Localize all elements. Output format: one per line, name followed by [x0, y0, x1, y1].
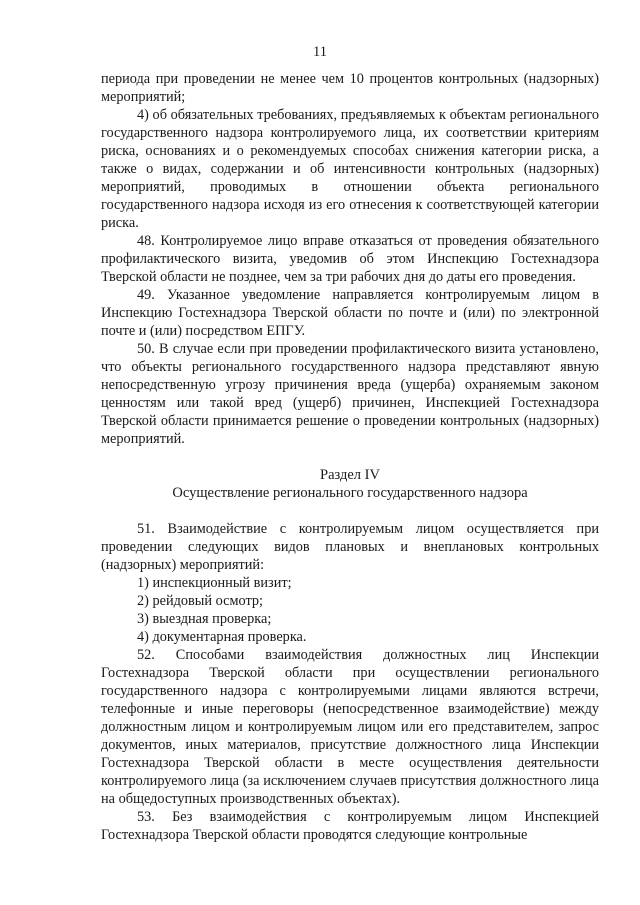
- paragraph-48: 48. Контролируемое лицо вправе отказаться от проведения обязательного профилактического визита, уведомив об этом Инспекцию Гостехнадзора Тверской области не позднее, чем за три рабочих дня до даты его проведения.: [101, 233, 599, 285]
- page-number: 11: [313, 44, 327, 60]
- list-item: 3) выездная проверка;: [137, 611, 272, 627]
- list-item: 2) рейдовый осмотр;: [137, 593, 264, 609]
- section-subtitle: Осуществление регионального государственного надзора: [172, 485, 528, 501]
- paragraph-52: 52. Способами взаимодействия должностных лиц Инспекции Гостехнадзора Тверской области при осуществлении регионального государственного надзора с контролируемыми лицами являются встречи, телефонные и иные переговоры (непосредственное взаимодействие) между должностным лицом и контролируемым лицом или его представителем, запрос документов, иных материалов, присутствие должностного лица Инспекции Гостехнадзора Тверской области в месте осуществления деятельности контролируемого лица (за исключением случаев присутствия должностного лица на общедоступных производственных объектах).: [101, 647, 599, 807]
- paragraph-50: 50. В случае если при проведении профилактического визита установлено, что объекты регионального государственного надзора представляют явную непосредственную угрозу причинения вреда (ущерба) охраняемым законом ценностям или такой вред (ущерб) причинен, Инспекцией Гостехнадзора Тверской области принимается решение о проведении контрольных (надзорных) мероприятий.: [101, 341, 599, 447]
- paragraph-53: 53. Без взаимодействия с контролируемым лицом Инспекцией Гостехнадзора Тверской области проводятся следующие контрольные: [101, 809, 599, 843]
- paragraph-51: 51. Взаимодействие с контролируемым лицом осуществляется при проведении следующих видов плановых и внеплановых контрольных (надзорных) мероприятий:: [101, 521, 599, 573]
- document-body: [101, 70, 599, 844]
- paragraph-49: 49. Указанное уведомление направляется контролируемым лицом в Инспекцию Гостехнадзора Тверской области по почте и (или) по электронной почте и (или) посредством ЕПГУ.: [101, 287, 599, 339]
- paragraph-item-4: 4) об обязательных требованиях, предъявляемых к объектам регионального государственного надзора контролируемого лица, их соответствии критериям риска, основаниях и о рекомендуемых способах снижения категории риска, а также о видах, содержании и об интенсивности контрольных (надзорных) мероприятий, проводимых в отношении объекта регионального государственного надзора исходя из его отнесения к соответствующей категории риска.: [101, 107, 599, 231]
- section-title: Раздел IV: [320, 467, 380, 483]
- paragraph-continuation: периода при проведении не менее чем 10 процентов контрольных (надзорных) мероприятий;: [101, 71, 599, 105]
- list-item: 4) документарная проверка.: [137, 629, 307, 645]
- list-item: 1) инспекционный визит;: [137, 575, 292, 591]
